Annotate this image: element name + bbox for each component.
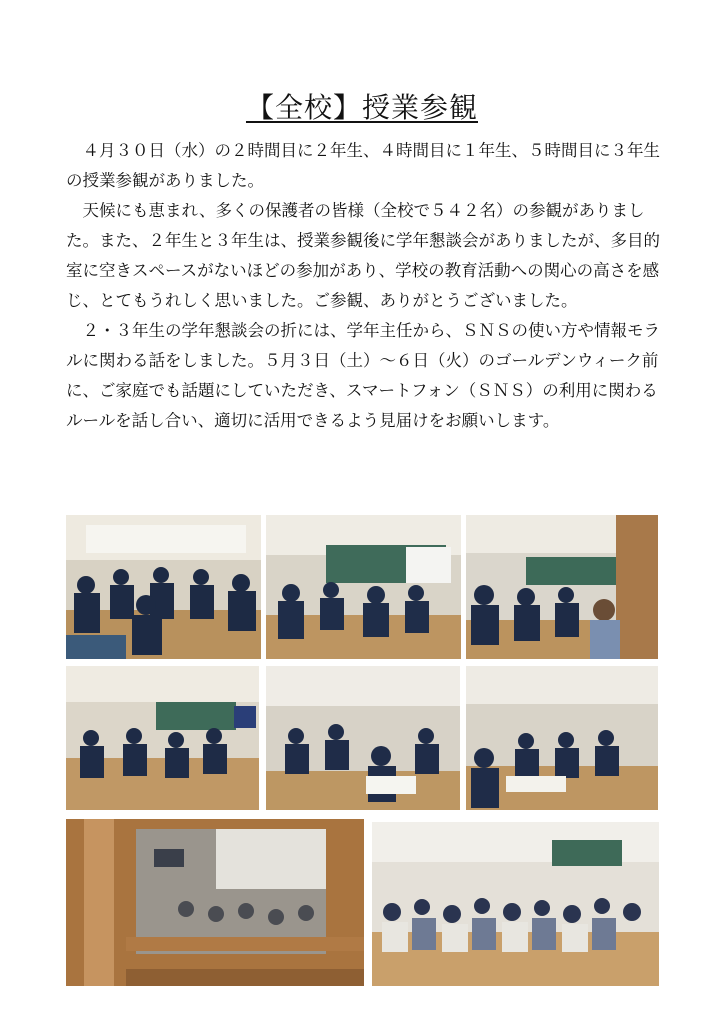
- classroom-photo-1: [66, 515, 261, 659]
- classroom-photo-4: [66, 666, 259, 810]
- classroom-photo-3: [466, 515, 658, 659]
- classroom-photo-6: [466, 666, 658, 810]
- page-title: [0, 88, 724, 128]
- paragraph-1: ４月３０日（水）の２時間目に２年生、４時間目に１年生、５時間目に３年生の授業参観がありました。: [66, 141, 660, 190]
- classroom-photo-2: [266, 515, 461, 659]
- paragraph-3: ２・３年生の学年懇談会の折には、学年主任から、ＳＮＳの使い方や情報モラルに関わる話をしました。５月３日（土）～６日（火）のゴールデンウィーク前に、ご家庭でも話題にしていただき、スマートフォン（ＳＮＳ）の利用に関わるルールを話し合い、適切に活用できるよう見届けをお願いします。: [66, 321, 660, 430]
- classroom-photo-5: [266, 666, 460, 810]
- meeting-room-window-photo: [66, 819, 364, 986]
- title-text: 【全校】授業参観: [245, 91, 478, 124]
- paragraph-2: 天候にも恵まれ、多くの保護者の皆様（全校で５４２名）の参観がありました。また、２年生と３年生は、授業参観後に学年懇談会がありましたが、多目的室に空きスペースがないほどの参加があり、学校の教育活動への関心の高さを感じ、とてもうれしく思いました。ご参観、ありがとうございました。: [66, 201, 660, 310]
- gymnasium-meeting-photo: [372, 822, 659, 986]
- article-body: [66, 136, 660, 436]
